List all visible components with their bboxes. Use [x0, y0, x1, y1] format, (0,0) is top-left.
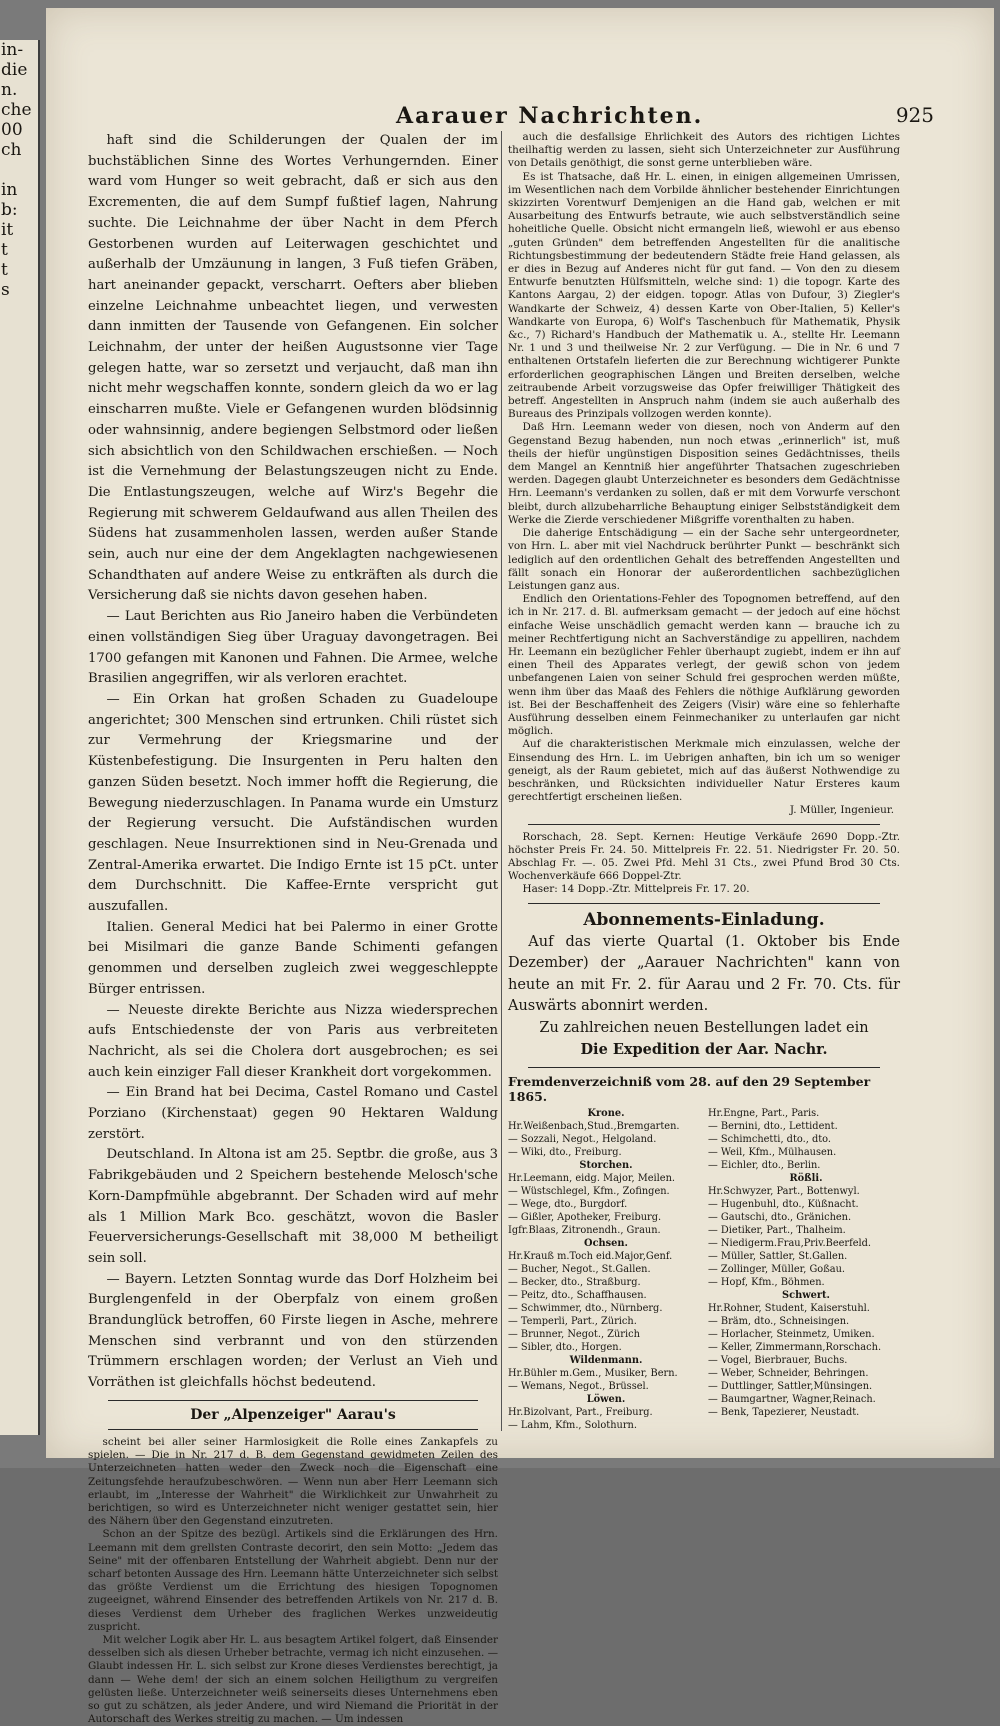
- fremden-title: Fremdenverzeichniß vom 28. auf den 29 September 1865.: [508, 1073, 871, 1104]
- previous-page-fragment: [0, 160, 38, 180]
- section-rule: [528, 1067, 880, 1068]
- previous-page-fragment: n.: [1, 80, 18, 100]
- article-signature: J. Müller, Ingenieur.: [789, 804, 894, 817]
- hotel-heading: Rößli.: [789, 1172, 823, 1184]
- guest-entry: — Sibler, dto., Horgen.: [508, 1341, 622, 1353]
- previous-page-fragment: b:: [1, 200, 18, 220]
- left-news-paragraphs: [88, 131, 498, 1394]
- guest-entry: — Weber, Schneider, Behringen.: [708, 1367, 869, 1379]
- market-paragraph: Haser: 14 Dopp.-Ztr. Mittelpreis Fr. 17. 20.: [522, 883, 750, 896]
- guest-entry: — Weil, Kfm., Mülhausen.: [708, 1146, 837, 1158]
- guest-list-left: [508, 1107, 704, 1432]
- guest-entry: Hr.Bühler m.Gem., Musiker, Bern.: [508, 1367, 678, 1379]
- previous-page-fragment: in: [1, 180, 18, 200]
- guest-entry: Hr.Schwyzer, Part., Bottenwyl.: [708, 1185, 860, 1197]
- guest-entry: — Schwimmer, dto., Nürnberg.: [508, 1302, 663, 1314]
- page-header: [46, 103, 994, 133]
- hotel-heading: Storchen.: [579, 1159, 633, 1171]
- guest-entry: — Vogel, Bierbrauer, Buchs.: [708, 1354, 848, 1366]
- article-paragraph: Die daherige Entschädigung — ein der Sache sehr untergeordneter, von Hrn. L. aber mit viel Nachdruck berührter Punkt — beschränkt sich lediglich auf den ordentlichen Gehalt des betreffenden Angestellten und fällt sonach ein Honorar der außerordentlichen sachbezüglichen Leistungen ganz aus.: [508, 527, 900, 592]
- abonnement-text: Auf das vierte Quartal (1. Oktober bis Ende Dezember) der „Aarauer Nachrichten" kann von heute an mit Fr. 2. für Aarau und 2 Fr. 70. Cts. für Auswärts abonnirt werden.: [508, 933, 900, 1015]
- guest-entry: — Hugenbuhl, dto., Küßnacht.: [708, 1198, 859, 1210]
- market-report: [508, 831, 900, 897]
- article-paragraph: Daß Hrn. Leemann weder von diesen, noch von Anderm auf den Gegenstand Bezug habenden, nun noch etwas „erinnerlich" ist, muß theils der hiefür ungünstigen Disposition seines Gedächtnisses, theils dem Mangel an Kenntniß hier angeführter Thatsachen zugeschrieben werden. Dagegen glaubt Unterzeichneter es besonders dem Gedächtnisse Hrn. Leemann's verdanken zu sollen, daß er mit dem Vorwurfe verschont bleibt, durch allzubeharrliche Behauptung einiger Selbstständigkeit dem Werke die Zierde verschiedener Mißgriffe vorenthalten zu haben.: [508, 421, 900, 526]
- column-divider: [501, 131, 502, 1431]
- guest-entry: Hr.Weißenbach,Stud.,Bremgarten.: [508, 1120, 680, 1132]
- hotel-heading: Krone.: [587, 1107, 625, 1119]
- section-rule: [108, 1429, 478, 1430]
- guest-entry: — Temperli, Part., Zürich.: [508, 1315, 637, 1327]
- page-number: 925: [895, 103, 934, 127]
- guest-entry: — Schimchetti, dto., dto.: [708, 1133, 831, 1145]
- guest-entry: — Bernini, dto., Lettident.: [708, 1120, 838, 1132]
- right-column: [508, 131, 900, 1441]
- guest-entry: — Duttlinger, Sattler,Münsingen.: [708, 1380, 873, 1392]
- previous-page-fragment: che: [1, 100, 32, 120]
- article-paragraph: auch die desfallsige Ehrlichkeit des Autors des richtigen Lichtes theilhaftig werden zu lassen, sieht sich Unterzeichneter zur Ausführung von Details genöthigt, die sonst gerne unterblieben wäre.: [508, 131, 900, 170]
- hotel-heading: Wildenmann.: [569, 1354, 643, 1366]
- alpenzeiger-paragraph: scheint bei aller seiner Harmlosigkeit die Rolle eines Zankapfels zu spielen. — Die in Nr. 217 d. B. dem Gegenstand gewidmeten Zeilen des Unterzeichneten hatten weder den Zweck noch die Eigenschaft eine Zeitungsfehde heraufzubeschwören. — Wenn nun aber Herr Leemann sich erlaubt, im „Interesse der Wahrheit" die Wirklichkeit zur Unwahrheit zu berichtigen, so wird es Unterzeichneter nicht weniger gestattet sein, hier des Nähern über den Gegenstand einzutreten.: [88, 1435, 498, 1528]
- guest-entry: — Peitz, dto., Schaffhausen.: [508, 1289, 647, 1301]
- news-paragraph: haft sind die Schilderungen der Qualen der im buchstäblichen Sinne des Wortes Verhungernden. Einer ward vom Hunger so weit gebracht, daß er sich aus den Excrementen, die auf dem Sumpf fußtief lagen, Nahrung suchte. Die Leichnahme der über Nacht in dem Pferch Gestorbenen wurden auf Leiterwagen geschichtet und außerhalb der Umzäunung in langen, 3 Fuß tiefen Gräben, hart aneinander gepackt, verscharrt. Oefters aber blieben einzelne Leichnahme unbeachtet liegen, und verwesten dann inmitten der Tausende von Gefangenen. Ein solcher Leichnahm, der unter der heißen Augustsonne vier Tage gelegen hatte, war so zersetzt und verjaucht, daß man ihn nicht mehr wegschaffen konnte, sondern gleich da wo er lag einscharren mußte. Viele er Gefangenen wurden blödsinnig oder wahnsinnig, andere begiengen Selbstmord oder ließen sich absichtlich von den Schildwachen erschießen. — Noch ist die Vernehmung der Belastungszeugen nicht zu Ende. Die Entlastungszeugen, welche auf Wirz's Begehr die Regierung mit schwerem Geldaufwand aus allen Theilen des Südens hat zusammenholen lassen, werden außer Stande sein, auch nur eine der dem Angeklagten nachgewiesenen Schandthaten auf andere Weise zu entkräften als durch die Versicherung daß sie nichts davon gesehen haben.: [88, 133, 498, 604]
- right-article-paragraphs: [508, 131, 900, 804]
- market-paragraph: Rorschach, 28. Sept. Kernen: Heutige Verkäufe 2690 Dopp.-Ztr. höchster Preis Fr. 24. 50. Mittelpreis Fr. 22. 51. Niedrigster Fr. 20. 50. Abschlag Fr. —. 05. Zwei Pfd. Mehl 31 Cts., zwei Pfund Brod 30 Cts. Wochenverkäufe 666 Doppel-Ztr.: [508, 830, 900, 883]
- abonnement-invite: Zu zahlreichen neuen Bestellungen ladet ein: [539, 1019, 869, 1036]
- previous-page-fragment: [0, 320, 38, 340]
- guest-entry: — Brunner, Negot., Zürich: [508, 1328, 640, 1340]
- guest-entry: — Gißler, Apotheker, Freiburg.: [508, 1211, 662, 1223]
- hotel-heading: Schwert.: [782, 1289, 830, 1301]
- section-title-alpenzeiger: Der „Alpenzeiger" Aarau's: [190, 1406, 396, 1423]
- news-paragraph: Deutschland. In Altona ist am 25. Septbr. die große, aus 3 Fabrikgebäuden und 2 Speichern bestehende Melosch'sche Korn-Dampfmühle abgebrannt. Der Schaden wird auf mehr als 1 Million Mark Bco. geschätzt, wovon die Basler Feuerversicherungs-Gesellschaft mit 38,000 M betheiligt sein soll.: [88, 1147, 498, 1266]
- previous-page-fragment: ch: [1, 140, 22, 160]
- newspaper-page: [46, 8, 994, 1726]
- guest-entry: — Benk, Tapezierer, Neustadt.: [708, 1406, 860, 1418]
- guest-entry: Igfr.Blaas, Zitronendh., Graun.: [508, 1224, 661, 1236]
- previous-page-edge: [0, 40, 40, 1435]
- guest-entry: — Horlacher, Steinmetz, Umiken.: [708, 1328, 875, 1340]
- previous-page-fragment: it: [1, 220, 14, 240]
- news-paragraph: Italien. General Medici hat bei Palermo in einer Grotte bei Misilmari die ganze Bande Schimenti gefangen genommen und derselben zugleich zwei weggeschleppte Bürger entrissen.: [88, 919, 498, 997]
- hotel-heading: Löwen.: [586, 1393, 626, 1405]
- guest-entry: — Müller, Sattler, St.Gallen.: [708, 1250, 848, 1262]
- previous-page-fragment: [0, 300, 38, 320]
- guest-entry: — Niedigerm.Frau,Priv.Beerfeld.: [708, 1237, 872, 1249]
- guest-entry: Hr.Engne, Part., Paris.: [708, 1107, 820, 1119]
- left-column: [88, 131, 499, 1726]
- guest-entry: Hr.Bizolvant, Part., Freiburg.: [508, 1406, 653, 1418]
- guest-entry: Hr.Rohner, Student, Kaiserstuhl.: [708, 1302, 870, 1314]
- guest-list: [508, 1107, 900, 1467]
- previous-page-fragment: t: [1, 240, 8, 260]
- guest-entry: — Sozzali, Negot., Helgoland.: [508, 1133, 657, 1145]
- previous-page-fragment: [0, 360, 38, 380]
- previous-page-fragment: in-: [1, 40, 24, 60]
- article-paragraph: Auf die charakteristischen Merkmale mich einzulassen, welche der Einsendung des Hrn. L. im Uebrigen anhaften, bin ich um so weniger geneigt, als der Raum gebietet, mich auf das äußerst Nothwendige zu beschränken, und Rücksichten individueller Natur Ersteres kaum gerechtfertigt erscheinen ließen.: [508, 738, 900, 804]
- news-paragraph: — Ein Orkan hat großen Schaden zu Guadeloupe angerichtet; 300 Menschen sind ertrunken. Chili rüstet sich zur Vermehrung der Kriegsmarine und der Küstenbefestigung. Die Insurgenten in Peru halten den ganzen Süden besetzt. Noch immer hofft die Regierung, die Bewegung niederzuschlagen. In Panama wurde ein Umsturz der Regierung versucht. Die Aufständischen wurden geschlagen. Neue Insurrektionen sind in Neu-Grenada und Zentral-Amerika erwartet. Die Indigo Ernte ist 15 pCt. unter dem Durchschnitt. Die Kaffee-Ernte verspricht gut auszufallen.: [88, 691, 498, 915]
- guest-entry: — Dietiker, Part., Thalheim.: [708, 1224, 846, 1236]
- guest-entry: — Wemans, Negot., Brüssel.: [508, 1380, 649, 1392]
- guest-entry: — Bucher, Negot., St.Gallen.: [508, 1263, 651, 1275]
- hotel-heading: Ochsen.: [584, 1237, 628, 1249]
- news-paragraph: — Bayern. Letzten Sonntag wurde das Dorf Holzheim bei Burglengenfeld in der Oberpfalz von einem großen Brandunglück betroffen, 60 Firste liegen in Asche, mehrere Menschen sind verbrannt und von den stürzenden Trümmern erschlagen worden; der Verlust an Vieh und Vorräthen ist gleichfalls höchst bedeutend.: [88, 1271, 498, 1391]
- guest-entry: — Becker, dto., Straßburg.: [508, 1276, 641, 1288]
- news-paragraph: — Neueste direkte Berichte aus Nizza wiedersprechen aufs Entschiedenste der von Paris aus verbreiteten Nachricht, als sei die Cholera dort ausgebrochen; es sei auch kein einziger Fall dieser Krankheit dort vorgekommen.: [88, 1002, 498, 1080]
- masthead: Aarauer Nachrichten.: [396, 103, 704, 129]
- alpenzeiger-paragraph: Schon an der Spitze des bezügl. Artikels sind die Erklärungen des Hrn. Leemann mit dem grellsten Contraste decorirt, den sein Motto: „Jedem das Seine" mit der offenbaren Entstellung der Wahrheit abgiebt. Denn nur der scharf betonten Aussage des Hrn. Leemann hätte Unterzeichneter sich selbst das größte Verdienst um die Errichtung des hiesigen Topognomen zugeeignet, während Einsender des betreffenden Artikels von Nr. 217 d. B. dieses Verdienst dem Urheber des fraglichen Werkes unzweideutig zuspricht.: [88, 1528, 499, 1633]
- alpenzeiger-paragraphs: [88, 1436, 498, 1726]
- news-paragraph: — Laut Berichten aus Rio Janeiro haben die Verbündeten einen vollständigen Sieg über Uraguay davongetragen. Bei 1700 gefangen mit Kanonen und Fahnen. Die Armee, welche Brasilien angegriffen, wir als verloren erachtet.: [88, 609, 498, 687]
- section-rule: [108, 1400, 478, 1401]
- guest-entry: — Wege, dto., Burgdorf.: [508, 1198, 628, 1210]
- abonnement-title: Abonnements-Einladung.: [583, 909, 825, 930]
- section-rule: [528, 824, 880, 825]
- previous-page-fragment: t: [1, 260, 8, 280]
- previous-page-fragment: die: [1, 60, 28, 80]
- previous-page-fragment: [0, 340, 38, 360]
- article-paragraph: Es ist Thatsache, daß Hr. L. einen, in einigen allgemeinen Umrissen, im Wesentlichen nach dem Vorbilde ähnlicher bestehender Einrichtungen skizzirten Vorentwurf Demjenigen an die Hand gab, welchen er mit Ausarbeitung des Entwurfs betraute, wie auch selbstverständlich seine hoheitliche Quelle. Obsicht nicht ermangeln ließ, wiewohl er aus ebenso „guten Gründen" dem betreffenden Angestellten für die analitische Richtungsbestimmung der bedeutendern Städte freie Hand gelassen, als er dies in Bezug auf Anderes nicht für gut fand. — Von den zu diesem Entwurfe benutzten Hülfsmitteln, welche sind: 1) die topogr. Karte des Kantons Aargau, 2) der eidgen. topogr. Atlas von Dufour, 3) Ziegler's Wandkarte der Schweiz, 4) dessen Karte von Ober-Italien, 5) Keller's Wandkarte von Europa, 6) Wolf's Taschenbuch für Mathematik, Physik &c., 7) Richard's Handbuch der Mathematik u. A., stellte Hr. Leemann Nr. 1 und 3 und theilweise Nr. 2 zur Verfügung. — Die in Nr. 6 und 7 enthaltenen Ortstafeln lieferten die zur Berechnung wichtigerer Punkte erforderlichen geographischen Längen und Breiten derselben, welche zeitraubende Arbeit vorzugsweise das Opfer freiwilliger Thätigkeit des betreff. Angestellten in Anspruch nahm (indem sie auch außerhalb des Bureaus des Prinzipals vollzogen werden konnte).: [508, 170, 900, 421]
- alpenzeiger-paragraph: Mit welcher Logik aber Hr. L. aus besagtem Artikel folgert, daß Einsender desselben sich als diesen Urheber betrachte, vermag ich nicht einzusehen. — Glaubt indessen Hr. L. sich selbst zur Krone dieses Verdienstes berechtigt, ja dann — Wehe dem! der sich an einem solchen Heiligthum zu vergreifen gelüsten ließe. Unterzeichneter weiß seinerseits dieses Unternehmens eben so gut zu schätzen, als jeder Andere, und wird Niemand die Priorität in der Autorschaft des Werkes streitig zu machen. — Um indessen: [88, 1633, 498, 1726]
- previous-page-fragment: 00: [1, 120, 23, 140]
- guest-entry: Hr.Leemann, eidg. Major, Meilen.: [508, 1172, 676, 1184]
- article-paragraph: Endlich den Orientations-Fehler des Topognomen betreffend, auf den ich in Nr. 217. d. Bl. aufmerksam gemacht — der jedoch auf eine höchst einfache Weise unschädlich gemacht werden kann — brauche ich zu meiner Rechtfertigung nicht an Sachverständige zu appelliren, nachdem Hr. Leemann ein bezüglicher Fehler überhaupt zugiebt, indem er ihn auf einen Theil des Apparates verlegt, der gewiß schon von jedem unbefangenen Laien von seiner Schuld frei gesprochen werden müßte, wenn ihm über das Maaß des Fehlers die nöthige Aufklärung geworden ist. Bei der Beschaffenheit des Zeigers (Visir) wäre eine so fehlerhafte Ausführung desselben einem Feinmechaniker zu unterlaufen gar nicht möglich.: [508, 593, 900, 738]
- guest-entry: — Lahm, Kfm., Solothurn.: [508, 1419, 637, 1431]
- section-rule: [528, 903, 880, 904]
- guest-entry: — Wiki, dto., Freiburg.: [508, 1146, 622, 1158]
- guest-entry: — Zollinger, Müller, Goßau.: [708, 1263, 846, 1275]
- guest-list-right: [708, 1107, 904, 1419]
- guest-entry: — Hopf, Kfm., Böhmen.: [708, 1276, 825, 1288]
- guest-entry: — Wüstschlegel, Kfm., Zofingen.: [508, 1185, 670, 1197]
- news-paragraph: — Ein Brand hat bei Decima, Castel Romano und Castel Porziano (Kirchenstaat) gegen 90 Hektaren Waldung zerstört.: [88, 1085, 498, 1142]
- guest-entry: — Eichler, dto., Berlin.: [708, 1159, 821, 1171]
- guest-entry: Hr.Krauß m.Toch eid.Major,Genf.: [508, 1250, 673, 1262]
- previous-page-fragment: s: [1, 280, 10, 300]
- abonnement-sender: Die Expedition der Aar. Nachr.: [580, 1041, 828, 1059]
- guest-entry: — Bräm, dto., Schneisingen.: [708, 1315, 850, 1327]
- guest-entry: — Baumgartner, Wagner,Reinach.: [708, 1393, 876, 1405]
- guest-entry: — Gautschi, dto., Gränichen.: [708, 1211, 852, 1223]
- guest-entry: — Keller, Zimmermann,Rorschach.: [708, 1341, 882, 1353]
